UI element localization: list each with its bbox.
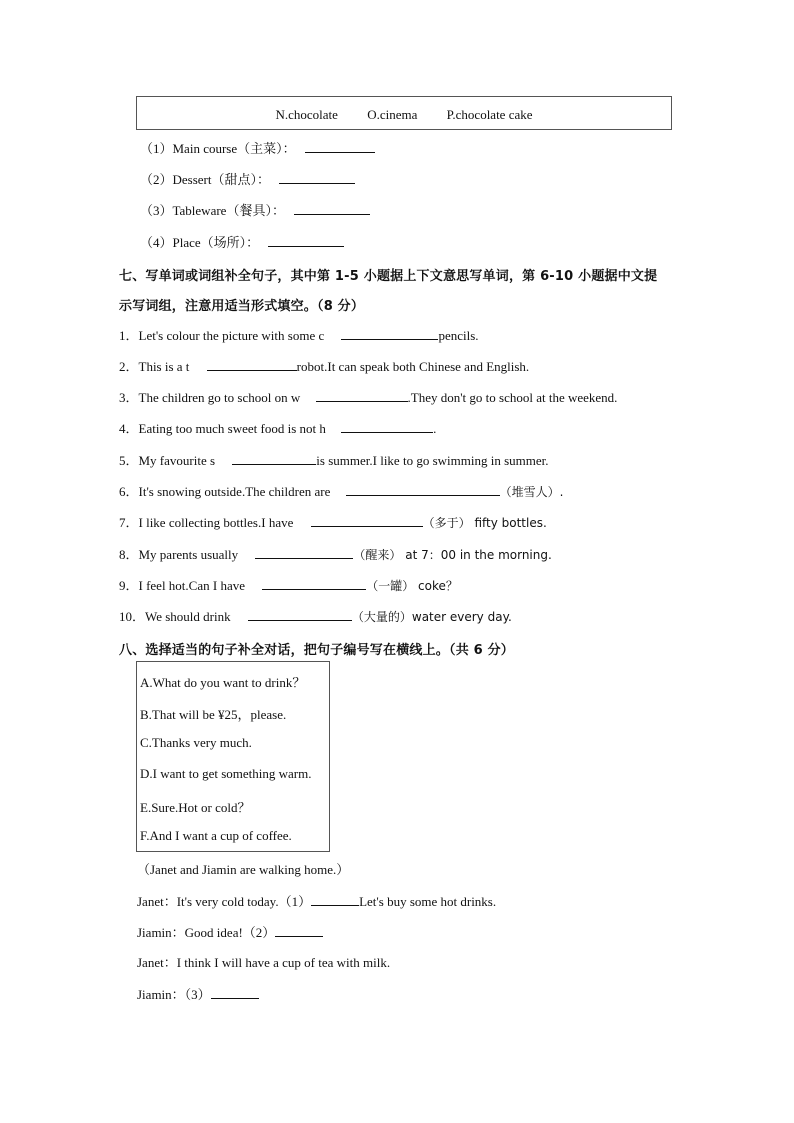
fill-blank-item — [119, 608, 512, 625]
answer-blank[interactable] — [207, 358, 297, 371]
answer-blank[interactable] — [341, 420, 433, 433]
dialogue-line — [137, 955, 390, 971]
item-text: 7．I like collecting bottles.I have — [119, 515, 294, 530]
dialogue-line — [137, 924, 323, 941]
item-text: 3．The children go to school on w — [119, 390, 301, 405]
dialogue-line — [137, 893, 496, 910]
fill-blank-item — [119, 546, 552, 563]
word-options-box — [136, 96, 672, 130]
fill-blank-item — [119, 358, 529, 375]
sentence-choice: A.What do you want to drink？ — [140, 675, 306, 690]
item-text: 5．My favourite s — [119, 453, 216, 468]
item-text: is summer.I like to go swimming in summer. — [316, 453, 549, 468]
word-options — [137, 107, 671, 123]
answer-blank[interactable] — [305, 140, 375, 153]
category-label: （2）Dessert（甜点）： — [140, 172, 270, 187]
answer-blank[interactable] — [311, 514, 423, 527]
item-text: .They don't go to school at the weekend. — [407, 390, 618, 405]
word-option: O.cinema — [367, 107, 418, 122]
speaker: Jiamin： — [137, 925, 185, 940]
dialogue-text: Good idea!（2） — [184, 925, 276, 940]
word-option: P.chocolate cake — [446, 107, 533, 122]
item-text: 10．We should drink — [119, 609, 231, 624]
answer-blank[interactable] — [341, 327, 438, 340]
section-7-heading-line2: 示写词组，注意用适当形式填空。（8 分） — [119, 299, 365, 314]
fill-blank-item — [119, 577, 458, 594]
answer-blank[interactable] — [262, 577, 366, 590]
sentence-choice: B.That will be ¥25，please. — [140, 707, 287, 722]
item-text: （堆雪人）. — [499, 485, 564, 499]
category-label: （3）Tableware（餐具）： — [140, 203, 285, 218]
item-text: 2．This is a t — [119, 359, 190, 374]
sentence-choices-box — [136, 661, 330, 852]
section-7-heading-line1: 七、写单词或词组补全句子，其中第 1-5 小题据上下文意思写单词，第 6-10 小题据中文提 — [119, 269, 658, 284]
item-text: 6．It's snowing outside.The children are — [119, 484, 331, 499]
answer-blank[interactable] — [311, 893, 359, 906]
speaker: Janet： — [137, 955, 177, 970]
fill-blank-item — [119, 389, 617, 406]
sentence-choice: E.Sure.Hot or cold？ — [140, 800, 251, 815]
sentence-choice: D.I want to get something warm. — [140, 766, 312, 781]
item-text: 8．My parents usually — [119, 547, 239, 562]
item-text: 4．Eating too much sweet food is not h — [119, 421, 326, 436]
answer-blank[interactable] — [275, 924, 323, 937]
item-text: pencils. — [438, 328, 479, 343]
category-row — [140, 234, 344, 251]
speaker: Janet： — [137, 894, 177, 909]
dialogue-line — [137, 986, 259, 1003]
category-row — [140, 171, 355, 188]
fill-blank-item — [119, 452, 549, 469]
answer-blank[interactable] — [294, 202, 370, 215]
item-text: （多于） fifty bottles. — [422, 516, 547, 530]
word-option: N.chocolate — [275, 107, 338, 122]
category-label: （1）Main course（主菜）： — [140, 141, 296, 156]
fill-blank-item — [119, 514, 547, 531]
answer-blank[interactable] — [268, 234, 344, 247]
dialogue-text: It's very cold today.（1） — [176, 894, 312, 909]
category-row — [140, 202, 370, 219]
category-label: （4）Place（场所）： — [140, 235, 260, 250]
item-text: 1．Let's colour the picture with some c — [119, 328, 325, 343]
answer-blank[interactable] — [232, 452, 316, 465]
dialogue-text: I think I will have a cup of tea with milk. — [176, 955, 391, 970]
category-row — [140, 140, 375, 157]
item-text: （大量的）water every day. — [351, 610, 512, 624]
answer-blank[interactable] — [279, 171, 355, 184]
sentence-choice: C.Thanks very much. — [140, 735, 252, 750]
dialogue-text: Let's buy some hot drinks. — [359, 894, 497, 909]
speaker: Jiamin： — [137, 987, 185, 1002]
answer-blank[interactable] — [211, 986, 259, 999]
fill-blank-item — [119, 420, 436, 437]
scene-description: （Janet and Jiamin are walking home.） — [137, 862, 350, 877]
answer-blank[interactable] — [248, 608, 352, 621]
item-text: . — [433, 421, 437, 436]
sentence-choice: F.And I want a cup of coffee. — [140, 828, 292, 843]
item-text: （一罐） coke？ — [366, 579, 458, 593]
section-8-heading: 八、选择适当的句子补全对话，把句子编号写在横线上。（共 6 分） — [119, 643, 514, 658]
answer-blank[interactable] — [255, 546, 353, 559]
item-text: （醒来） at 7：00 in the morning. — [353, 548, 552, 562]
dialogue-text: （3） — [184, 987, 211, 1002]
fill-blank-item — [119, 483, 563, 500]
item-text: 9．I feel hot.Can I have — [119, 578, 245, 593]
fill-blank-item — [119, 327, 479, 344]
answer-blank[interactable] — [346, 483, 500, 496]
item-text: robot.It can speak both Chinese and English. — [296, 359, 530, 374]
answer-blank[interactable] — [316, 389, 408, 402]
